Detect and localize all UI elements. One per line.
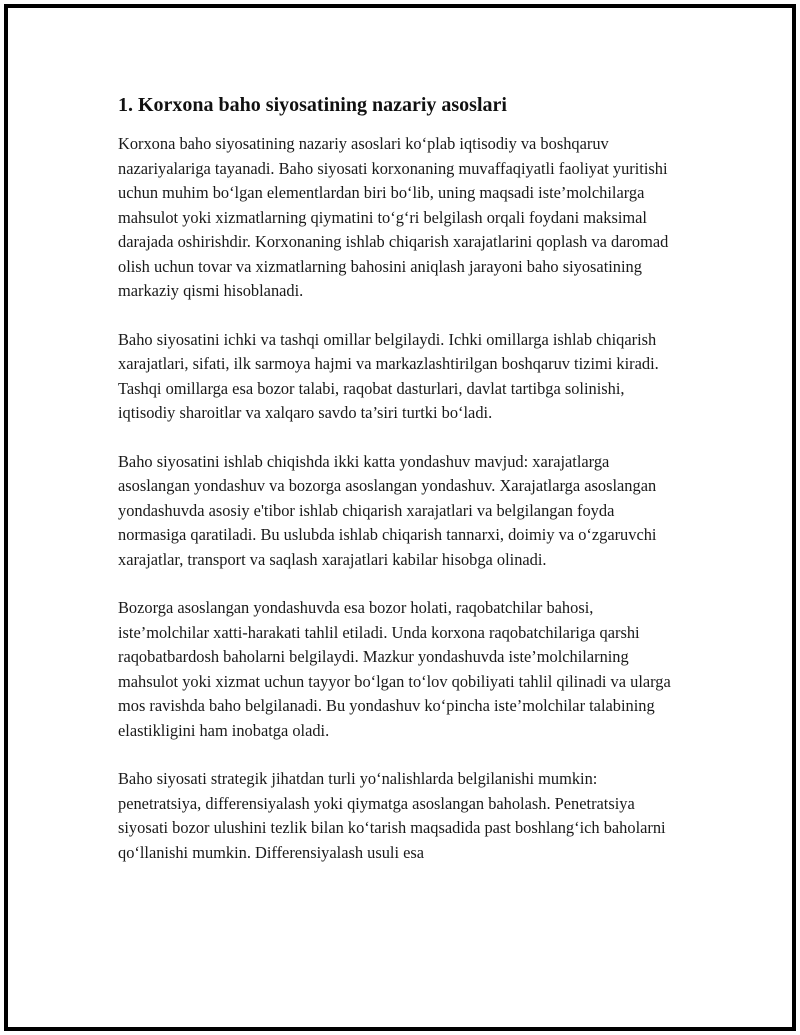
paragraph-4: Bozorga asoslangan yondashuvda esa bozor holati, raqobatchilar bahosi, iste’molchilar xatti-harakati tahlil etiladi. Unda korxona raqobatchilariga qarshi raqobatbardosh baholarni belgilaydi. Mazkur yondashuvda iste’molchilarning mahsulot yoki xizmat uchun tayyor boʻlgan toʻlov qobiliyati tahlil qilinadi va ularga mos ravishda baho belgilanadi. Bu yondashuv koʻpincha iste’molchilar talabining elastikligini ham inobatga oladi. [118, 598, 671, 740]
paragraph-5: Baho siyosati strategik jihatdan turli yoʻnalishlarda belgilanishi mumkin: penetratsiya, differensiyalash yoki qiymatga asoslangan baholash. Penetratsiya siyosati bozor ulushini tezlik bilan koʻtarish maqsadida past boshlangʻich baholarni qoʻllanishi mumkin. Differensiyalash usuli esa [118, 769, 666, 862]
paragraph-1: Korxona baho siyosatining nazariy asoslari koʻplab iqtisodiy va boshqaruv nazariyalariga tayanadi. Baho siyosati korxonaning muvaffaqiyatli faoliyat yuritishi uchun muhim boʻlgan elementlardan biri boʻlib, uning maqsadi iste’molchilarga mahsulot yoki xizmatlarning qiymatini toʻgʻri belgilash orqali foydani maksimal darajada oshirishdir. Korxonaning ishlab chiqarish xarajatlarini qoplash va daromad olish uchun tovar va xizmatlarning bahosini aniqlash jarayoni baho siyosatining markaziy qismi hisoblanadi. [118, 134, 669, 300]
document-body [118, 92, 678, 889]
paragraph-3: Baho siyosatini ishlab chiqishda ikki katta yondashuv mavjud: xarajatlarga asoslangan yondashuv va bozorga asoslangan yondashuv. Xarajatlarga asoslangan yondashuvda asosiy e'tibor ishlab chiqarish xarajatlari va belgilangan foyda normasiga qaratiladi. Bu uslubda ishlab chiqarish tannarxi, doimiy va oʻzgaruvchi xarajatlar, transport va saqlash xarajatlari kabilar hisobga olinadi. [118, 451, 657, 569]
section-heading: 1. Korxona baho siyosatining nazariy asoslari [118, 94, 507, 116]
paragraph-2: Baho siyosatini ichki va tashqi omillar belgilaydi. Ichki omillarga ishlab chiqarish xarajatlari, sifati, ilk sarmoya hajmi va markazlashtirilgan boshqaruv tizimi kiradi. Tashqi omillarga esa bozor talabi, raqobat dasturlari, davlat tartibga solinishi, iqtisodiy sharoitlar va xalqaro savdo ta’siri turtki boʻladi. [118, 329, 659, 422]
